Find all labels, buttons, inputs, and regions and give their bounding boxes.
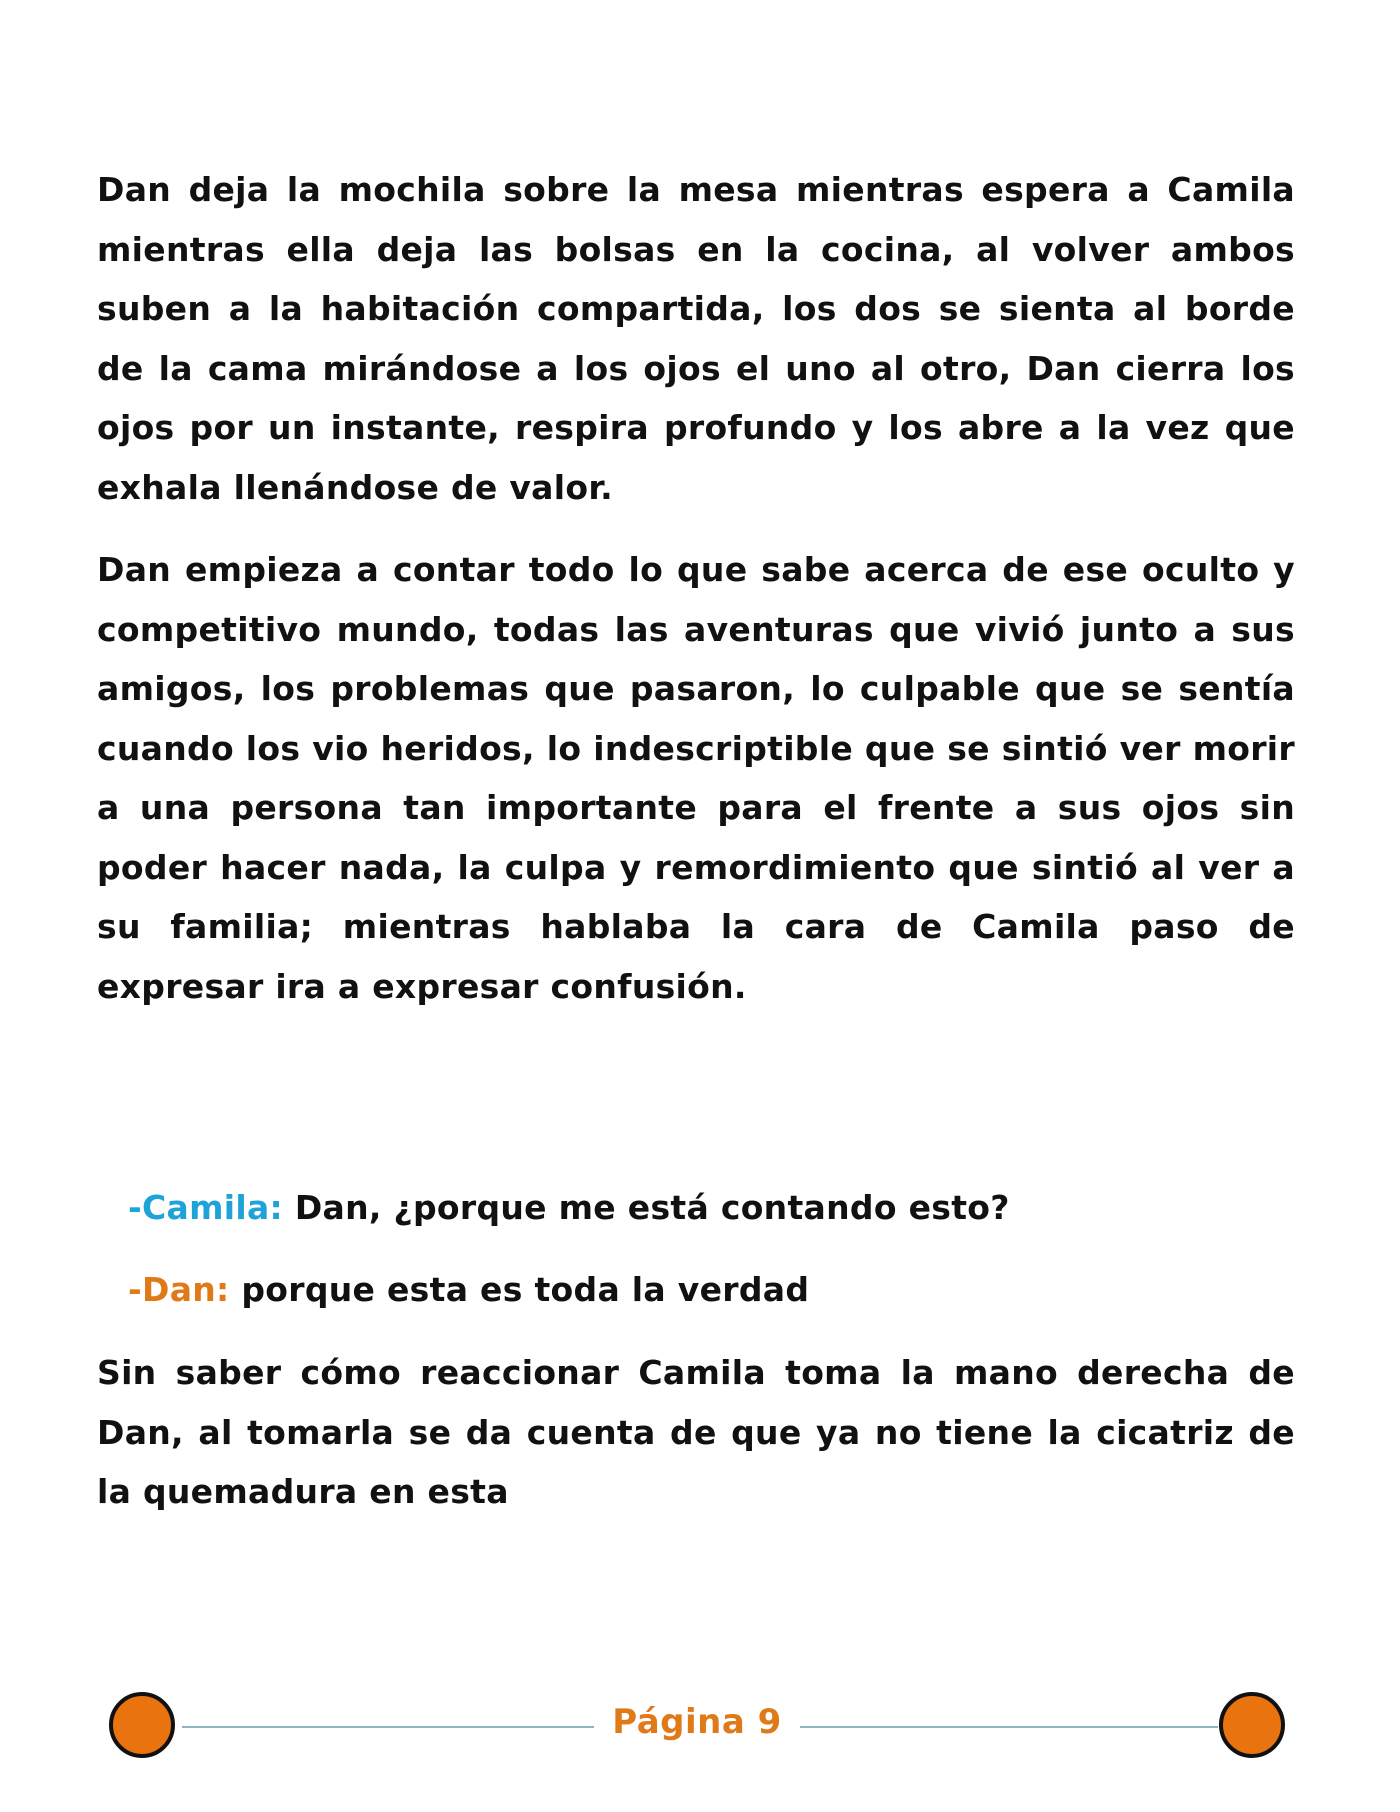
dialogue-line-camila [128,1178,1010,1238]
footer-divider-right [800,1726,1218,1728]
speaker-camila: -Camila: [128,1188,284,1227]
dialogue-line-dan [128,1260,809,1320]
footer-circle-left-icon [109,1692,175,1758]
paragraph-3: Sin saber cómo reaccionar Camila toma la mano derecha de Dan, al tomarla se da cuenta de que ya no tiene la cicatriz de la quemadura en esta [97,1353,1295,1511]
footer-circle-right-icon [1219,1692,1285,1758]
page-footer [0,1690,1400,1770]
paragraph-1: Dan deja la mochila sobre la mesa mientras espera a Camila mientras ella deja las bolsas en la cocina, al volver ambos suben a la habitación compartida, los dos se sienta al borde de la cama mirándose a los ojos el uno al otro, Dan cierra los ojos por un instante, respira profundo y los abre a la vez que exhala llenándose de valor. [97,170,1295,507]
dialogue-text-dan: porque esta es toda la verdad [229,1270,810,1309]
page-number: Página 9 [612,1702,782,1742]
dialogue-text-camila: Dan, ¿porque me está contando esto? [283,1188,1010,1227]
speaker-dan: -Dan: [128,1270,230,1309]
paragraph-2: Dan empieza a contar todo lo que sabe acerca de ese oculto y competitivo mundo, todas las aventuras que vivió junto a sus amigos, los problemas que pasaron, lo culpable que se sentía cuando los vio heridos, lo indescriptible que se sintió ver morir a una persona tan importante para el frente a sus ojos sin poder hacer nada, la culpa y remordimiento que sintió al ver a su familia; mientras hablaba la cara de Camila paso de expresar ira a expresar confusión. [97,550,1295,1006]
footer-divider-left [182,1726,594,1728]
